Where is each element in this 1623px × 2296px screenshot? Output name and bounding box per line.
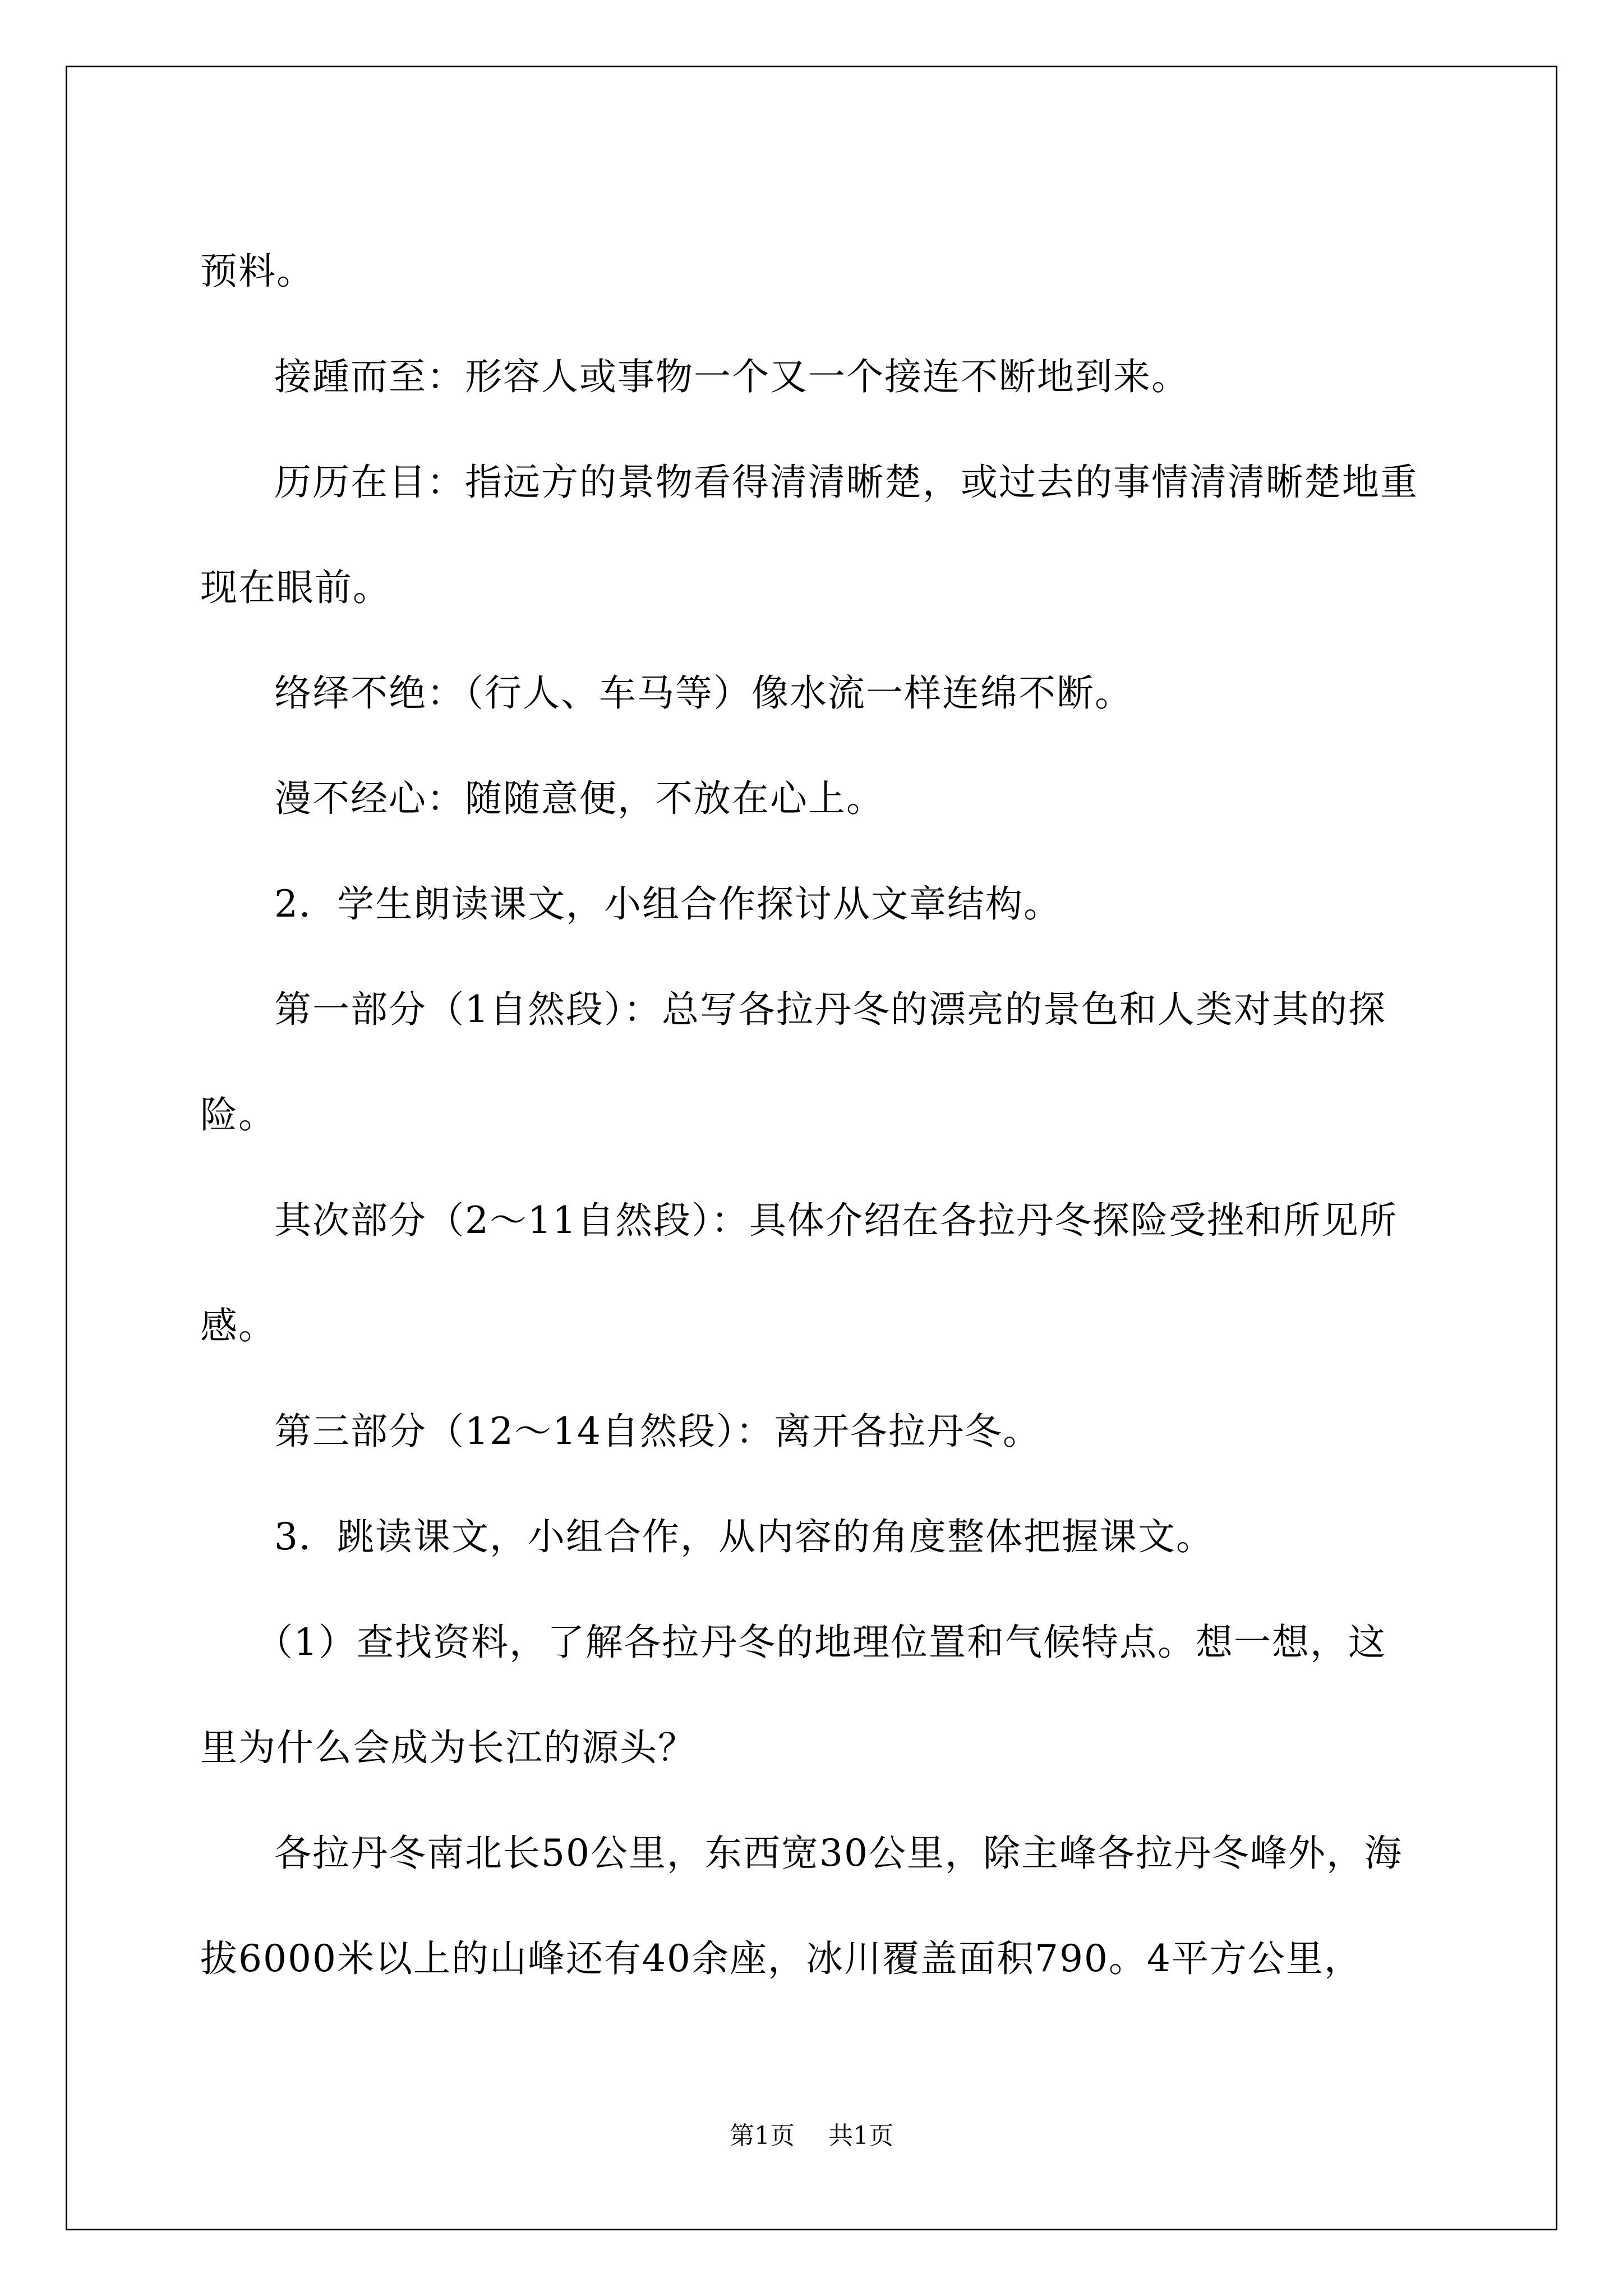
- page-footer: [0, 2119, 1623, 2153]
- paragraph-5: 漫不经心：随随意便，不放在心上。: [274, 777, 884, 820]
- paragraph-1: 预料。: [200, 250, 315, 293]
- paragraph-6: 2．学生朗读课文，小组合作探讨从文章结构。: [274, 882, 1062, 926]
- paragraph-3: 历历在目：指远方的景物看得清清晰楚，或过去的事情清清晰楚地重现在眼前。: [200, 461, 1418, 609]
- paragraph-9: 第三部分（12～14自然段）：离开各拉丹冬。: [274, 1410, 1041, 1453]
- document-body: [200, 219, 1423, 2012]
- paragraph-7: 第一部分（1自然段）：总写各拉丹冬的漂亮的景色和人类对其的探险。: [200, 988, 1386, 1137]
- paragraph-8: 其次部分（2～11自然段）：具体介绍在各拉丹冬探险受挫和所见所感。: [200, 1199, 1398, 1347]
- footer-current-page: 第1页: [730, 2122, 795, 2150]
- paragraph-4: 络绎不绝：（行人、车马等）像水流一样连绵不断。: [274, 671, 1133, 715]
- paragraph-12: 各拉丹冬南北长50公里，东西宽30公里，除主峰各拉丹冬峰外，海拔6000米以上的山峰还有40余座，冰川覆盖面积790。4平方公里，: [200, 1832, 1403, 1980]
- paragraph-11: （1）查找资料，了解各拉丹冬的地理位置和气候特点。想一想，这里为什么会成为长江的源头？: [200, 1621, 1386, 1769]
- footer-total-pages: 共1页: [828, 2122, 893, 2150]
- paragraph-2: 接踵而至：形容人或事物一个又一个接连不断地到来。: [274, 355, 1189, 398]
- paragraph-10: 3．跳读课文，小组合作，从内容的角度整体把握课文。: [274, 1515, 1214, 1558]
